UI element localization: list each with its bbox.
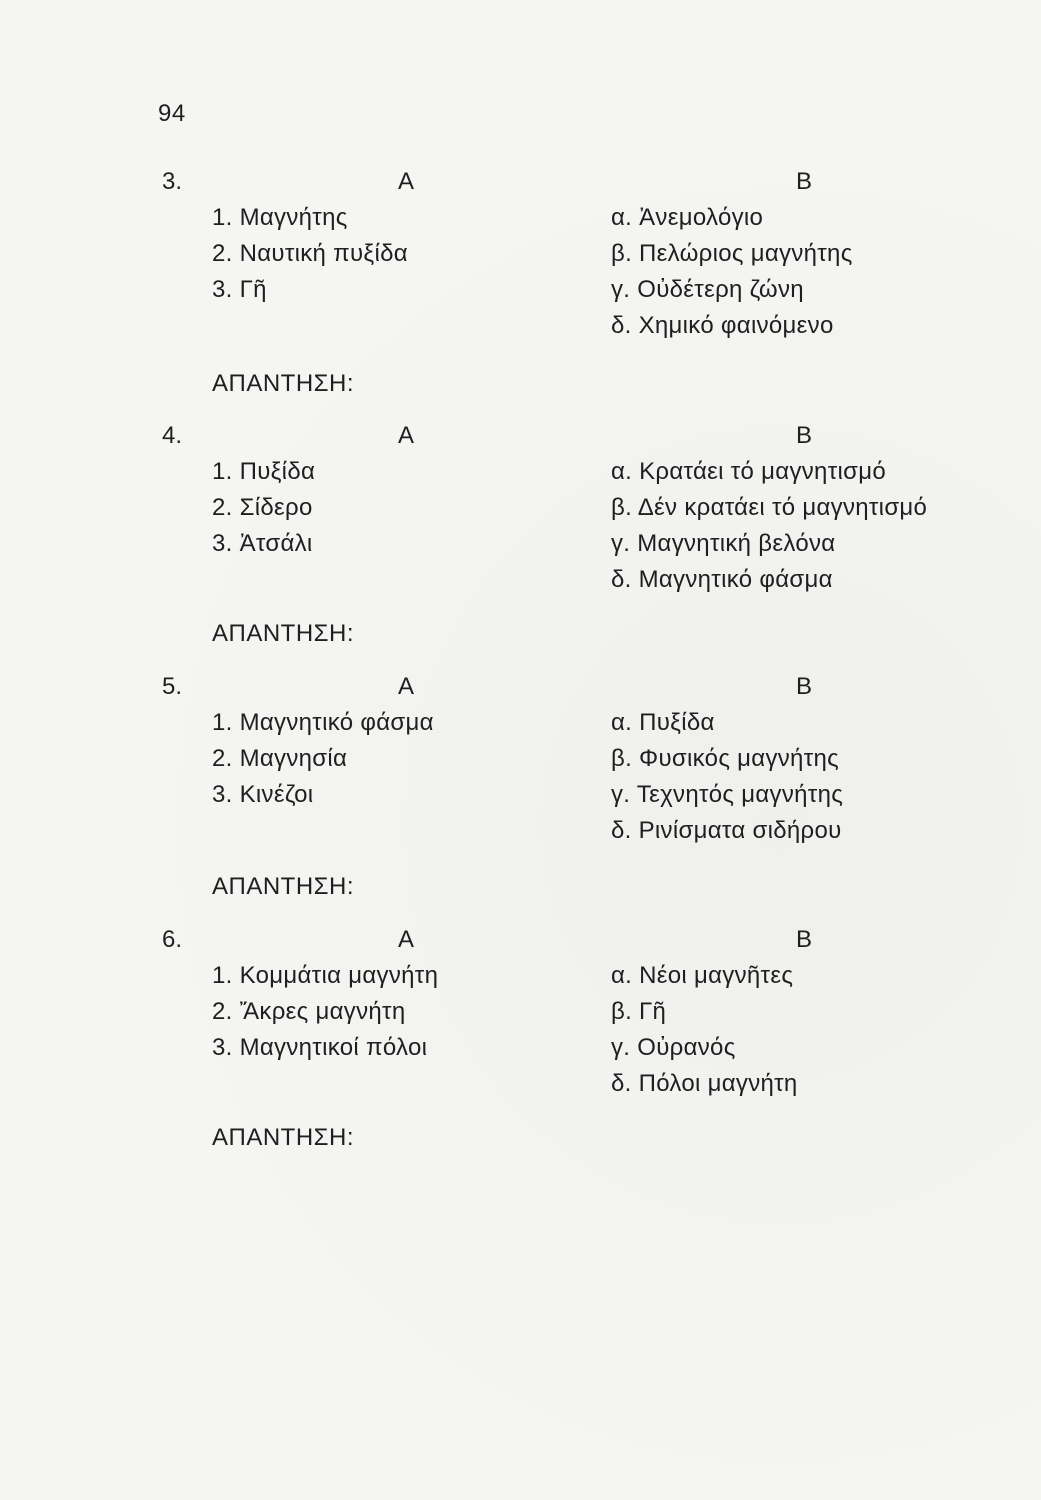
column-b-item: δ. Μαγνητικό φάσμα [611,566,833,593]
column-b-item: δ. Χημικό φαινόμενο [611,312,834,339]
column-a-item: 3. Μαγνητικοί πόλοι [212,1034,428,1061]
column-a-heading: A [398,926,415,953]
answer-label: ΑΠΑΝΤΗΣΗ: [212,620,355,647]
answer-label: ΑΠΑΝΤΗΣΗ: [212,1124,355,1151]
column-b-item: γ. Τεχνητός μαγνήτης [611,781,844,808]
column-b-item: γ. Μαγνητική βελόνα [611,530,836,557]
column-a-item: 1. Κομμάτια μαγνήτη [212,962,439,989]
column-b-item: β. Φυσικός μαγνήτης [611,745,839,772]
column-b-list [611,454,927,598]
column-b-item: α. Πυξίδα [611,709,715,736]
column-a-item: 2. Ἄκρες μαγνήτη [212,998,406,1025]
column-b-item: δ. Ρινίσματα σιδήρου [611,817,842,844]
column-a-list [212,705,434,813]
column-a-list [212,454,315,562]
column-b-item: β. Πελώριος μαγνήτης [611,240,853,267]
column-b-list [611,958,798,1102]
column-a-list [212,958,438,1066]
column-a-item: 2. Ναυτική πυξίδα [212,240,408,267]
column-b-item: α. Νέοι μαγνῆτες [611,962,794,989]
exercise-number: 5. [162,673,183,700]
column-a-heading: A [398,168,415,195]
column-b-item: β. Δέν κρατάει τό μαγνητισμό [611,494,928,521]
exercise-number: 3. [162,168,183,195]
column-a-item: 1. Μαγνητικό φάσμα [212,709,434,736]
exercise-number: 4. [162,422,183,449]
column-b-heading: B [796,673,813,700]
column-a-list [212,200,408,308]
column-b-item: γ. Οὐρανός [611,1034,736,1061]
column-b-item: α. Κρατάει τό μαγνητισμό [611,458,887,485]
column-a-item: 3. Ἀτσάλι [212,530,313,557]
column-a-item: 2. Σίδερο [212,494,313,521]
column-b-heading: B [796,168,813,195]
column-a-item: 1. Πυξίδα [212,458,316,485]
column-a-heading: A [398,422,415,449]
answer-label: ΑΠΑΝΤΗΣΗ: [212,370,355,397]
answer-label: ΑΠΑΝΤΗΣΗ: [212,873,355,900]
column-a-item: 3. Κινέζοι [212,781,314,808]
column-b-item: α. Ἀνεμολόγιο [611,204,764,231]
column-b-item: β. Γῆ [611,998,667,1025]
column-a-heading: A [398,673,415,700]
column-b-heading: B [796,926,813,953]
column-a-item: 1. Μαγνήτης [212,204,348,231]
column-a-item: 2. Μαγνησία [212,745,348,772]
column-b-item: δ. Πόλοι μαγνήτη [611,1070,798,1097]
column-b-heading: B [796,422,813,449]
column-b-list [611,200,853,344]
column-b-list [611,705,843,849]
page-number: 94 [158,100,186,127]
exercise-number: 6. [162,926,183,953]
column-a-item: 3. Γῆ [212,276,267,303]
column-b-item: γ. Οὐδέτερη ζώνη [611,276,804,303]
